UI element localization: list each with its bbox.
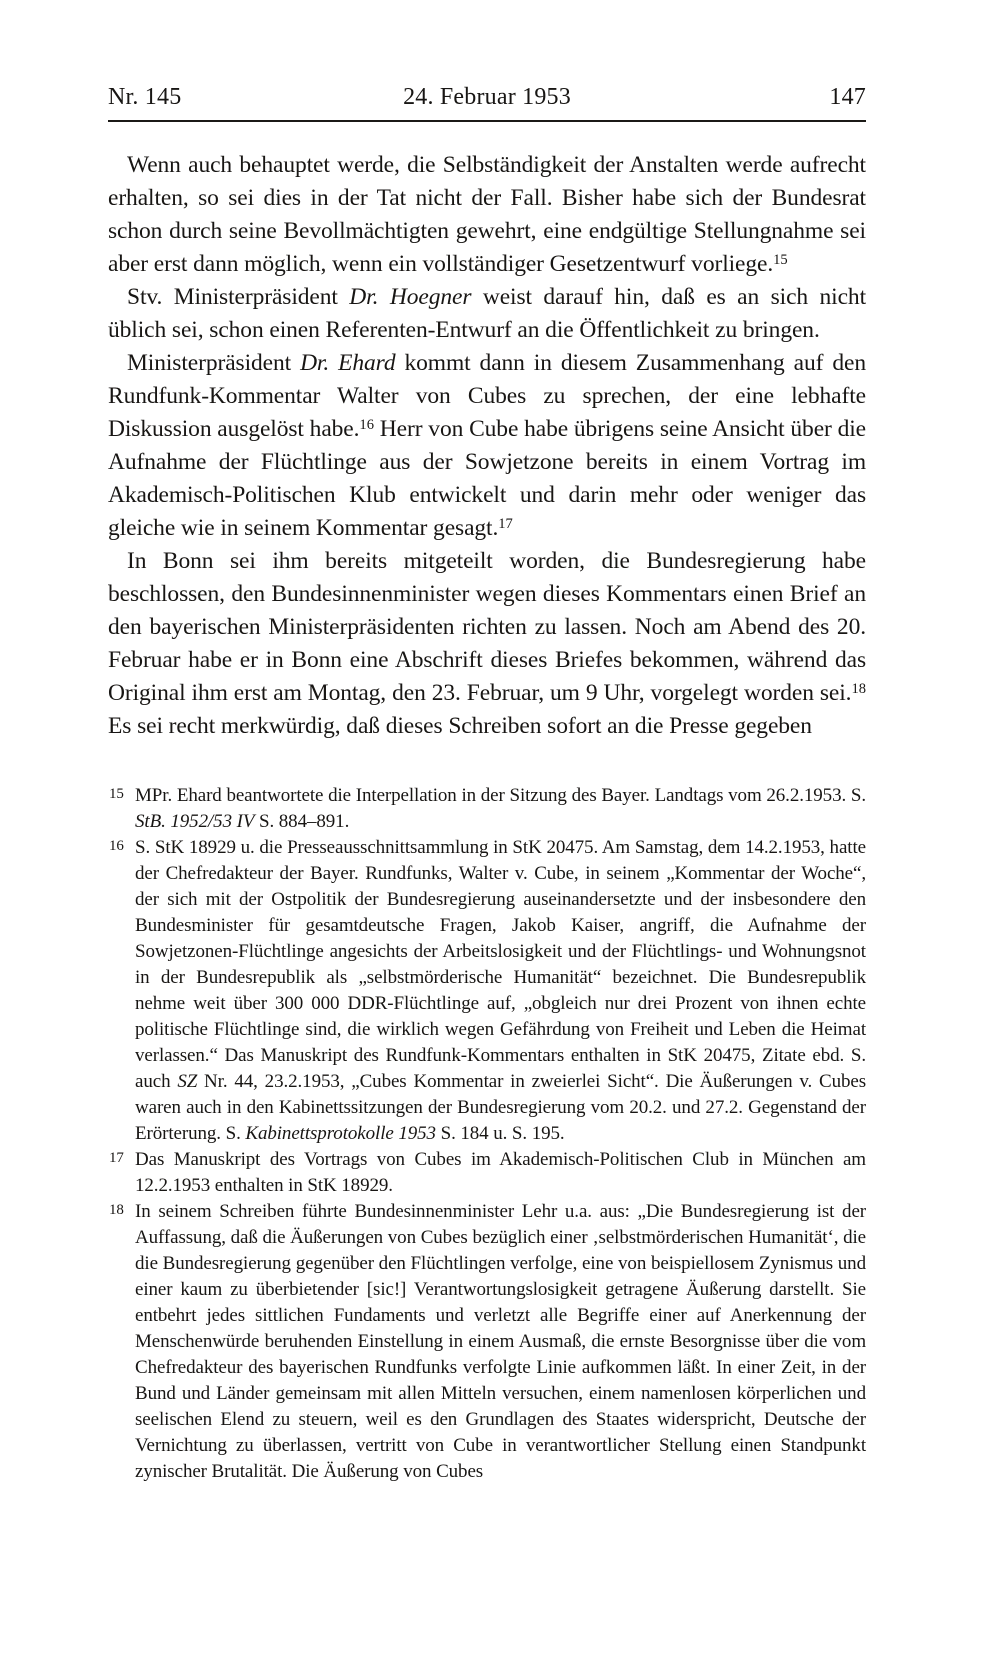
footnote bbox=[108, 835, 866, 1147]
header-page-number: 147 bbox=[829, 84, 866, 110]
emphasis-text: SZ bbox=[177, 1071, 198, 1092]
text-run: In Bonn sei ihm bereits mitgeteilt worden, die Bundesregierung habe beschlossen, den Bundesinnenminister wegen dieses Kommentars einen Brief an den bayerischen Ministerpräsidenten richten zu lassen. Noch am Abend des 20. Februar habe er in Bonn eine Abschrift dieses Briefes bekommen, während das Original ihm erst am Montag, den 23. Februar, um 9 Uhr, vorgelegt worden sei. bbox=[108, 548, 866, 706]
text-run: Das Manuskript des Vortrags von Cubes im Akademisch-Politischen Club in München am 12.2.1953 enthalten in StK 18929. bbox=[135, 1149, 866, 1196]
text-run: Wenn auch behauptet werde, die Selbständigkeit der Anstalten werde aufrecht erhalten, so sei dies in der Tat nicht der Fall. Bisher habe sich der Bundesrat schon durch seine Bevollmächtigten gewehrt, eine endgültige Stellungnahme sei aber erst dann möglich, wenn ein vollständiger Gesetzentwurf vorliege. bbox=[108, 152, 866, 277]
paragraph bbox=[108, 545, 866, 743]
footnote-number: 15 bbox=[109, 786, 124, 802]
header-issue-number: Nr. 145 bbox=[108, 84, 182, 110]
text-run: kommt dann in diesem Zusammenhang auf den Rundfunk-Kommentar Walter von Cubes zu sprechen, der eine lebhafte Diskussion ausgelöst habe. bbox=[108, 350, 866, 442]
emphasis-text: Kabinettsprotokolle 1953 bbox=[245, 1123, 436, 1144]
text-run: Stv. Ministerpräsident bbox=[127, 284, 350, 310]
paragraph bbox=[108, 149, 866, 281]
text-run: In seinem Schreiben führte Bundesinnenminister Lehr u.a. aus: „Die Bundesregierung ist der Auffassung, daß die Äußerungen von Cubes bezüglich einer ‚selbstmörderischen Humanität‘, die die Bundesregierung gegenüber den Flüchtlingen verfolge, eine von beispiellosem Zynismus und einer kaum zu überbietender [sic!] Verantwortungslosigkeit getragene Äußerung darstellt. Sie entbehrt jedes sittlichen Fundaments und verletzt alle Begriffe einer auf Anerkennung der Menschenwürde beruhenden Einstellung in einem Ausmaß, die ernste Besorgnisse über die vom Chefredakteur des bayerischen Rundfunks verfolgte Linie aufkommen läßt. In einer Zeit, in der Bund und Länder gemeinsam mit allen Mitteln versuchen, einem namenlosen körperlichen und seelischen Elend zu steuern, weil es den Grundlagen des Staates widerspricht, Deutsche der Vernichtung zu überlassen, vertritt von Cube in verantwortlicher Stellung einen Standpunkt zynischer Brutalität. Die Äußerung von Cubes bbox=[135, 1201, 866, 1482]
footnote-ref: 15 bbox=[773, 252, 788, 269]
footnote bbox=[108, 783, 866, 835]
text-run: MPr. Ehard beantwortete die Interpellation in der Sitzung des Bayer. Landtags vom 26.2.1953. S. bbox=[135, 785, 866, 806]
emphasis-text: Dr. Hoegner bbox=[349, 284, 472, 310]
paragraph bbox=[108, 347, 866, 545]
emphasis-text: Dr. Ehard bbox=[300, 350, 396, 376]
text-run: S. 884–891. bbox=[254, 811, 350, 832]
text-run: Ministerpräsident bbox=[127, 350, 301, 376]
footnote-ref: 16 bbox=[359, 417, 374, 434]
paragraph bbox=[108, 281, 866, 347]
body-paragraphs bbox=[108, 149, 866, 743]
footnote-number: 17 bbox=[109, 1150, 124, 1166]
text-run: Nr. 44, 23.2.1953, „Cubes Kommentar in zweierlei Sicht“. Die Äußerungen v. Cubes waren auch in den Kabinettssitzungen der Bundesregierung vom 20.2. und 27.2. Gegenstand der Erörterung. S. bbox=[135, 1071, 866, 1144]
text-run: Es sei recht merkwürdig, daß dieses Schreiben sofort an die Presse gegeben bbox=[108, 713, 812, 739]
page-header bbox=[108, 84, 866, 111]
header-rule bbox=[108, 120, 866, 122]
footnote-number: 18 bbox=[109, 1202, 124, 1218]
emphasis-text: StB. 1952/53 IV bbox=[135, 811, 255, 832]
text-run: Herr von Cube habe übrigens seine Ansicht über die Aufnahme der Flüchtlinge aus der Sowjetzone bereits in einem Vortrag im Akademisch-Politischen Klub entwickelt und darin mehr oder weniger das gleiche wie in seinem Kommentar gesagt. bbox=[108, 416, 866, 541]
text-run: S. 184 u. S. 195. bbox=[435, 1123, 565, 1144]
footnote-number: 16 bbox=[109, 838, 124, 854]
footnote-ref: 18 bbox=[851, 681, 866, 698]
header-date: 24. Februar 1953 bbox=[403, 84, 571, 110]
footnote bbox=[108, 1199, 866, 1485]
footnote-ref: 17 bbox=[498, 516, 513, 533]
footnote bbox=[108, 1147, 866, 1199]
text-run: weist darauf hin, daß es an sich nicht üblich sei, schon einen Referenten-Entwurf an die Öffentlichkeit zu bringen. bbox=[108, 284, 867, 343]
footnotes-section bbox=[108, 783, 866, 1485]
text-run: S. StK 18929 u. die Presseausschnittsammlung in StK 20475. Am Samstag, dem 14.2.1953, hatte der Chefredakteur der Bayer. Rundfunks, Walter v. Cube, in seinem „Kommentar der Woche“, der sich mit der Ostpolitik der Bundesregierung auseinandersetzte und der insbesondere den Bundesminister für gesamtdeutsche Fragen, Jakob Kaiser, angriff, die Aufnahme der Sowjetzonen-Flüchtlinge angesichts der Arbeitslosigkeit und der Flüchtlings- und Wohnungsnot in der Bundesrepublik als „selbstmörderische Humanität“ bezeichnet. Die Bundesrepublik nehme weit über 300 000 DDR-Flüchtlinge auf, „obgleich nur drei Prozent von ihnen echte politische Flüchtlinge sind, die wirklich wegen Gefährdung von Freiheit und Leben die Heimat verlassen.“ Das Manuskript des Rundfunk-Kommentars enthalten in StK 20475, Zitate ebd. S. auch bbox=[135, 837, 866, 1092]
